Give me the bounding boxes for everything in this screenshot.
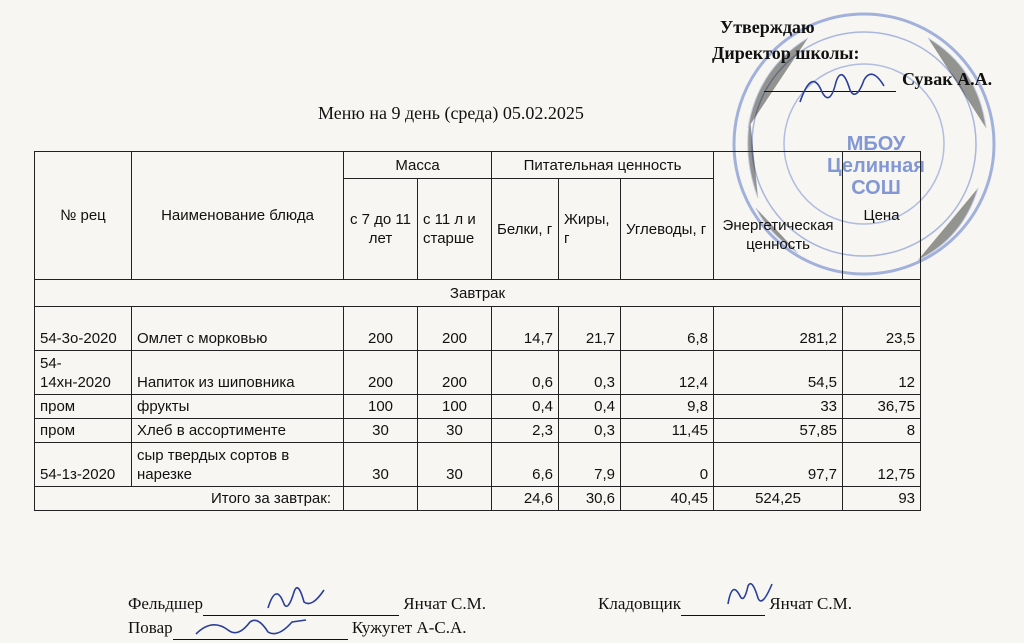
director-signature — [792, 62, 892, 108]
dish-name: фрукты — [132, 395, 344, 419]
cook-name: Кужугет А-С.А. — [351, 618, 467, 637]
table-row — [35, 443, 921, 487]
medic-role: Фельдшер — [128, 594, 203, 613]
mass-old: 30 — [418, 443, 492, 487]
total-carbs: 40,45 — [621, 487, 714, 511]
cook-role: Повар — [128, 618, 173, 637]
energy: 33 — [714, 395, 843, 419]
fat: 21,7 — [559, 307, 621, 351]
dish-name: сыр твердых сортов в нарезке — [132, 443, 344, 487]
header-mass: Масса — [344, 152, 492, 179]
stamp-line-2: Целинная — [827, 155, 925, 177]
total-row — [35, 487, 921, 511]
page-title: Меню на 9 день (среда) 05.02.2025 — [318, 103, 584, 123]
storekeeper-name: Янчат С.М. — [769, 594, 852, 613]
header-fat: Жиры, г — [559, 179, 621, 280]
dish-name: Омлет с морковью — [132, 307, 344, 351]
header-recipe-number: № рец — [35, 152, 132, 280]
dish-name: Хлеб в ассортименте — [132, 419, 344, 443]
carbs: 11,45 — [621, 419, 714, 443]
section-breakfast: Завтрак — [35, 280, 921, 307]
stamp-line-3: СОШ — [851, 177, 901, 199]
protein: 6,6 — [492, 443, 559, 487]
header-protein: Белки, г — [492, 179, 559, 280]
mass-young: 30 — [344, 419, 418, 443]
fat: 0,3 — [559, 351, 621, 395]
mass-young: 30 — [344, 443, 418, 487]
mass-young: 200 — [344, 351, 418, 395]
menu-table — [34, 151, 921, 511]
recipe-number: 54-1з-2020 — [35, 443, 132, 487]
header-carbs: Углеводы, г — [621, 179, 714, 280]
fat: 0,4 — [559, 395, 621, 419]
price: 36,75 — [843, 395, 921, 419]
fat: 0,3 — [559, 419, 621, 443]
mass-old: 100 — [418, 395, 492, 419]
mass-old: 200 — [418, 307, 492, 351]
total-energy: 524,25 — [714, 487, 843, 511]
carbs: 12,4 — [621, 351, 714, 395]
total-fat: 30,6 — [559, 487, 621, 511]
header-mass-young: с 7 до 11 лет — [344, 179, 418, 280]
price: 8 — [843, 419, 921, 443]
energy: 281,2 — [714, 307, 843, 351]
mass-young: 100 — [344, 395, 418, 419]
total-protein: 24,6 — [492, 487, 559, 511]
total-label: Итого за завтрак: — [35, 487, 344, 511]
storekeeper-signature — [722, 574, 778, 614]
protein: 14,7 — [492, 307, 559, 351]
energy: 57,85 — [714, 419, 843, 443]
recipe-number: 54-14хн-2020 — [35, 351, 132, 395]
medic-name: Янчат С.М. — [403, 594, 486, 613]
approval-line-2: Директор школы: — [712, 43, 860, 63]
cook-signature — [192, 614, 312, 642]
fat: 7,9 — [559, 443, 621, 487]
table-row — [35, 395, 921, 419]
mass-young: 200 — [344, 307, 418, 351]
header-energy: Энергетическая ценность — [714, 152, 843, 280]
header-dish-name: Наименование блюда — [132, 152, 344, 280]
table-row — [35, 419, 921, 443]
price: 23,5 — [843, 307, 921, 351]
director-name: Сувак А.А. — [902, 69, 993, 89]
storekeeper-role: Кладовщик — [598, 594, 681, 613]
energy: 54,5 — [714, 351, 843, 395]
medic-signature — [262, 578, 332, 614]
empty-cell — [344, 487, 418, 511]
stamp-line-1: МБОУ — [846, 133, 906, 155]
dish-name: Напиток из шиповника — [132, 351, 344, 395]
carbs: 9,8 — [621, 395, 714, 419]
empty-cell — [418, 487, 492, 511]
mass-old: 30 — [418, 419, 492, 443]
approval-line-1: Утверждаю — [720, 17, 815, 37]
recipe-number: пром — [35, 395, 132, 419]
table-row — [35, 307, 921, 351]
table-row — [35, 351, 921, 395]
carbs: 0 — [621, 443, 714, 487]
recipe-number: пром — [35, 419, 132, 443]
total-price: 93 — [843, 487, 921, 511]
carbs: 6,8 — [621, 307, 714, 351]
energy: 97,7 — [714, 443, 843, 487]
mass-old: 200 — [418, 351, 492, 395]
protein: 0,4 — [492, 395, 559, 419]
price: 12,75 — [843, 443, 921, 487]
header-nutrition: Питательная ценность — [492, 152, 714, 179]
recipe-number: 54-3о-2020 — [35, 307, 132, 351]
header-price: Цена — [843, 152, 921, 280]
header-mass-old: с 11 л и старше — [418, 179, 492, 280]
price: 12 — [843, 351, 921, 395]
protein: 0,6 — [492, 351, 559, 395]
protein: 2,3 — [492, 419, 559, 443]
